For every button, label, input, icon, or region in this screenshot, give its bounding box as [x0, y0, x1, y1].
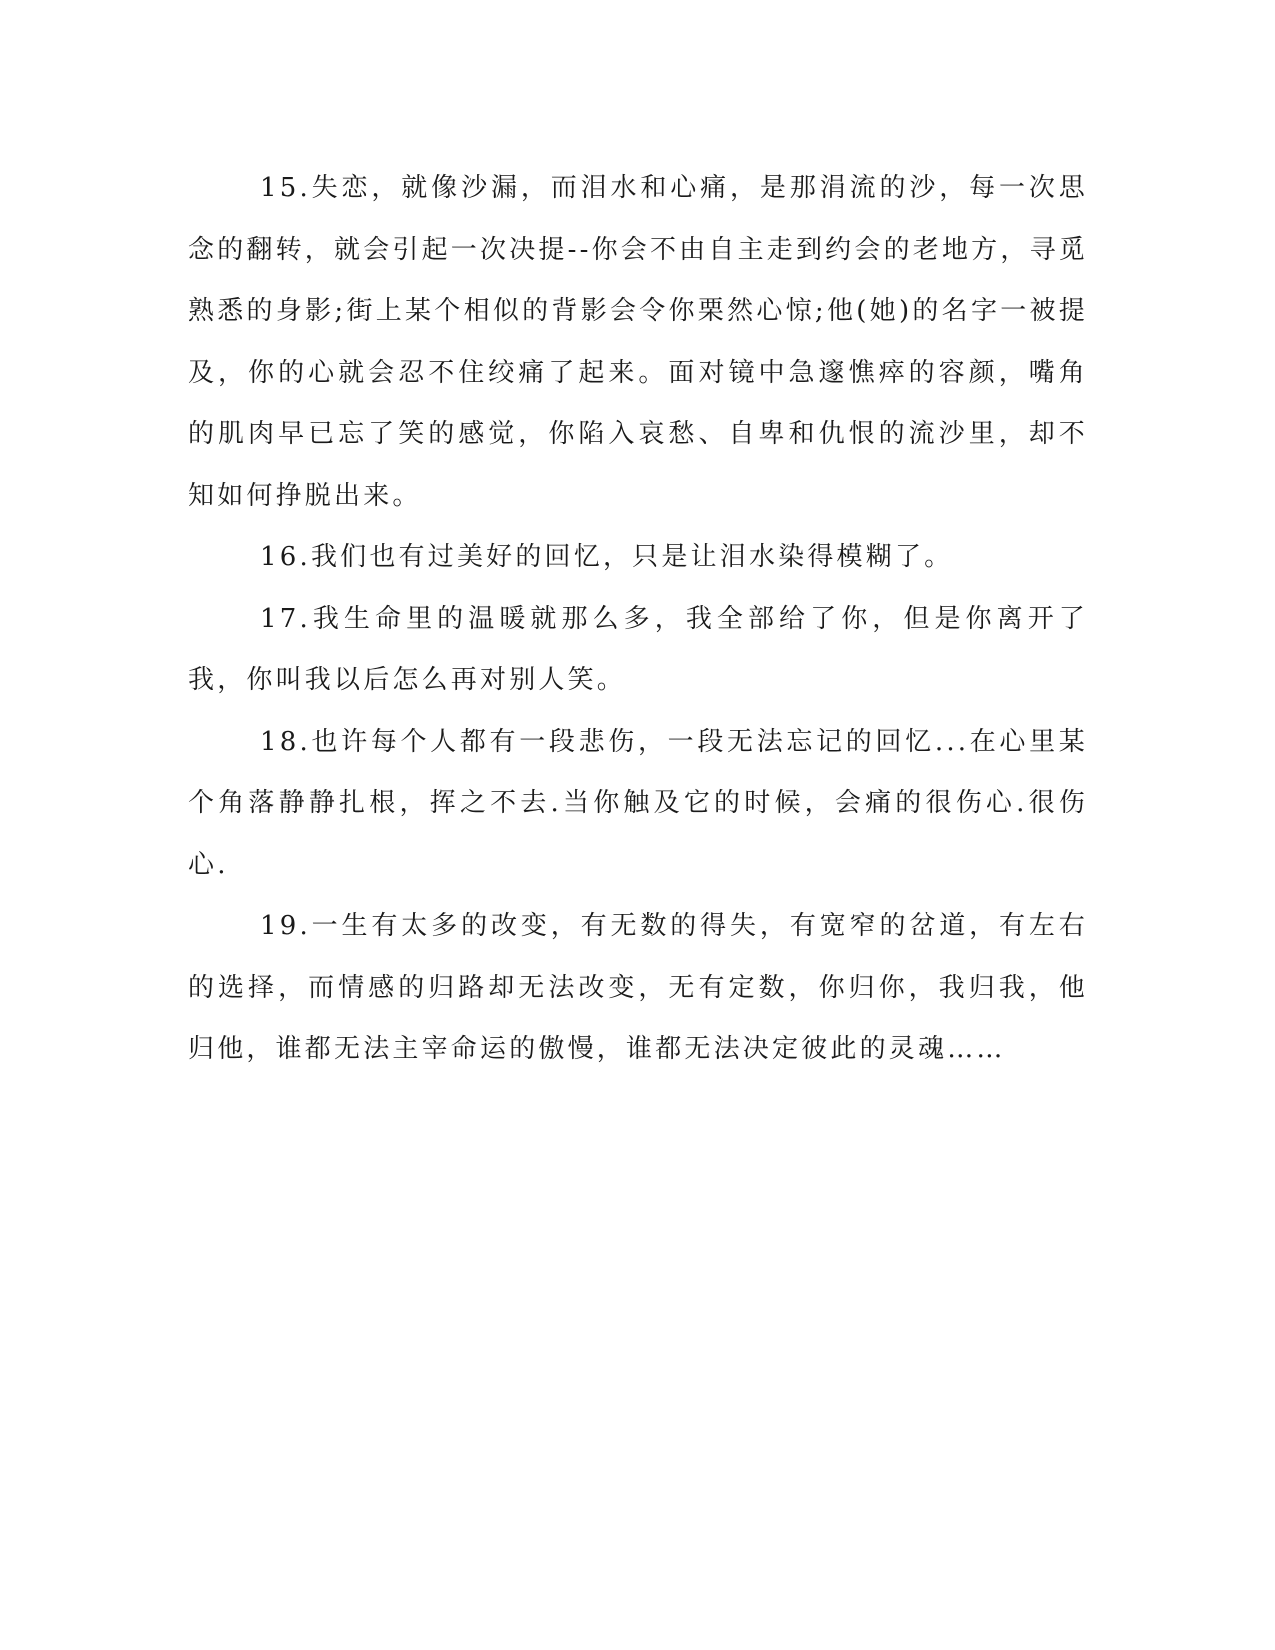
paragraph-16: 16.我们也有过美好的回忆，只是让泪水染得模糊了。 — [260, 542, 954, 572]
paragraph-19: 19.一生有太多的改变，有无数的得失，有宽窄的岔道，有左右的选择，而情感的归路却无法改变，无有定数，你归你，我归我，他归他，谁都无法主宰命运的傲慢，谁都无法决定彼此的灵魂…… — [188, 911, 1088, 1064]
paragraph-15: 15.失恋，就像沙漏，而泪水和心痛，是那涓流的沙，每一次思念的翻转，就会引起一次决提--你会不由自主走到约会的老地方，寻觅熟悉的身影;街上某个相似的背影会令你栗然心惊;他(她)的名字一被提及，你的心就会忍不住绞痛了起来。面对镜中急邃憔瘁的容颜，嘴角的肌肉早已忘了笑的感觉，你陷入哀愁、自卑和仇恨的流沙里，却不知如何挣脱出来。 — [188, 173, 1088, 511]
paragraph-18: 18.也许每个人都有一段悲伤，一段无法忘记的回忆...在心里某个角落静静扎根，挥之不去.当你触及它的时候，会痛的很伤心.很伤心. — [188, 726, 1088, 880]
paragraph-17: 17.我生命里的温暖就那么多，我全部给了你，但是你离开了我，你叫我以后怎么再对别人笑。 — [188, 603, 1088, 695]
document-body — [188, 158, 1088, 1081]
